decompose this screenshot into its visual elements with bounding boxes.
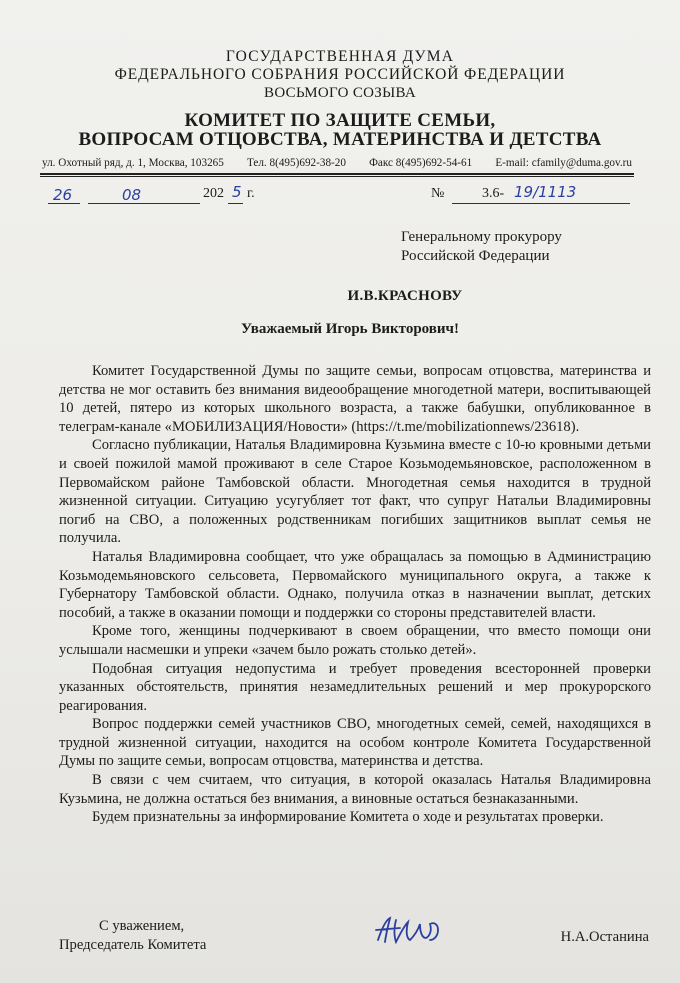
letterhead-duma: ГОСУДАРСТВЕННАЯ ДУМА	[225, 48, 455, 65]
committee-title-line2: ВОПРОСАМ ОТЦОВСТВА, МАТЕРИНСТВА И ДЕТСТВА	[78, 129, 602, 150]
paragraph: Наталья Владимировна сообщает, что уже обращалась за помощью в Администрацию Козьмодемьяновского сельсовета, Первомайского муниципального округа, а также к Губернатору Тамбовской области. Однако, получила отказ в назначении выплат, детских пособий, а также в оказании помощи и поддержки со стороны представителей власти.	[59, 548, 651, 621]
header-divider-thin	[40, 176, 634, 177]
signature-block	[59, 917, 206, 955]
header-divider	[40, 173, 634, 175]
recipient-name: И.В.КРАСНОВУ	[347, 288, 463, 304]
paragraph: Согласно публикации, Наталья Владимировна Кузьмина вместе с 10-ю кровными детьми и своей пожилой мамой проживают в селе Старое Козьмодемьяновское, расположенном в Первомайском районе Тамбовской области. Многодетная семья находится в трудной жизненной ситуации. Ситуацию усугубляет тот факт, что супруг Натальи Владимировны погиб на СВО, а положенных родственникам погибших защитников выплат семья не получила.	[59, 437, 651, 547]
reg-day: 26	[53, 186, 73, 204]
contact-phone: Тел. 8(495)692-38-20	[246, 157, 346, 169]
contact-fax: Факс 8(495)692-54-61	[369, 157, 473, 169]
paragraph: Вопрос поддержки семей участников СВО, многодетных семей, семей, находящихся в трудной жизненной ситуации, находится на особом контроле Комитета Государственной Думы по защите семьи, вопросам отцовства, материнства и детства.	[59, 716, 651, 770]
reg-year-suffix: г.	[247, 186, 255, 201]
reg-year-digit: 5	[232, 183, 242, 201]
reg-year-prefix: 202	[203, 186, 224, 201]
paragraph: Кроме того, женщины подчеркивают в своем обращении, что вместо помощи они услышали насмешки и упреки «зачем было рожать столько детей».	[59, 623, 651, 658]
letterhead-convocation: ВОСЬМОГО СОЗЫВА	[264, 85, 416, 101]
paragraph: В связи с чем считаем, что ситуация, в которой оказалась Наталья Владимировна Кузьмина, не должна остаться без внимания, а виновные остаться безнаказанными.	[59, 772, 651, 807]
letterhead-federal-assembly: ФЕДЕРАЛЬНОГО СОБРАНИЯ РОССИЙСКОЙ ФЕДЕРАЦИИ	[114, 66, 566, 83]
paragraph: Комитет Государственной Думы по защите семьи, вопросам отцовства, материнства и детства не мог оставить без внимания видеообращение многодетной матери, воспитывающей 10 детей, пятеро из которых школьного возраста, а также бабушки, опубликованное в телеграм-канале «МОБИЛИЗАЦИЯ/Новости» (https://t.me/mobilizationnews/23618).	[59, 363, 651, 435]
committee-title-line1: КОМИТЕТ ПО ЗАЩИТЕ СЕМЬИ,	[184, 110, 496, 131]
recipient-title: Генеральному прокурору	[401, 229, 562, 245]
recipient-office: Российской Федерации	[401, 248, 550, 264]
reg-number-prefix: 3.6-	[482, 186, 505, 201]
contacts-bar	[42, 157, 632, 169]
reg-number-handwritten: 19/1113	[514, 183, 577, 201]
closing: С уважением,	[99, 918, 185, 934]
salutation: Уважаемый Игорь Викторович!	[241, 321, 459, 337]
recipient-block	[401, 228, 562, 266]
contact-address: ул. Охотный ряд, д. 1, Москва, 103265	[42, 157, 224, 169]
contact-email: E-mail: cfamily@duma.gov.ru	[495, 157, 632, 169]
reg-number-sign: №	[431, 186, 445, 201]
reg-month: 08	[122, 186, 142, 204]
paragraph: Будем признательны за информирование Комитета о ходе и результатах проверки.	[92, 809, 604, 826]
signer-name: Н.А.Останина	[560, 929, 649, 945]
letter-body	[59, 362, 651, 827]
handwritten-signature	[372, 910, 462, 950]
signer-position: Председатель Комитета	[59, 937, 207, 953]
paragraph: Подобная ситуация недопустима и требует проведения всесторонней проверки указанных обстоятельств, принятия незамедлительных решений и мер прокурорского реагирования.	[59, 660, 651, 714]
